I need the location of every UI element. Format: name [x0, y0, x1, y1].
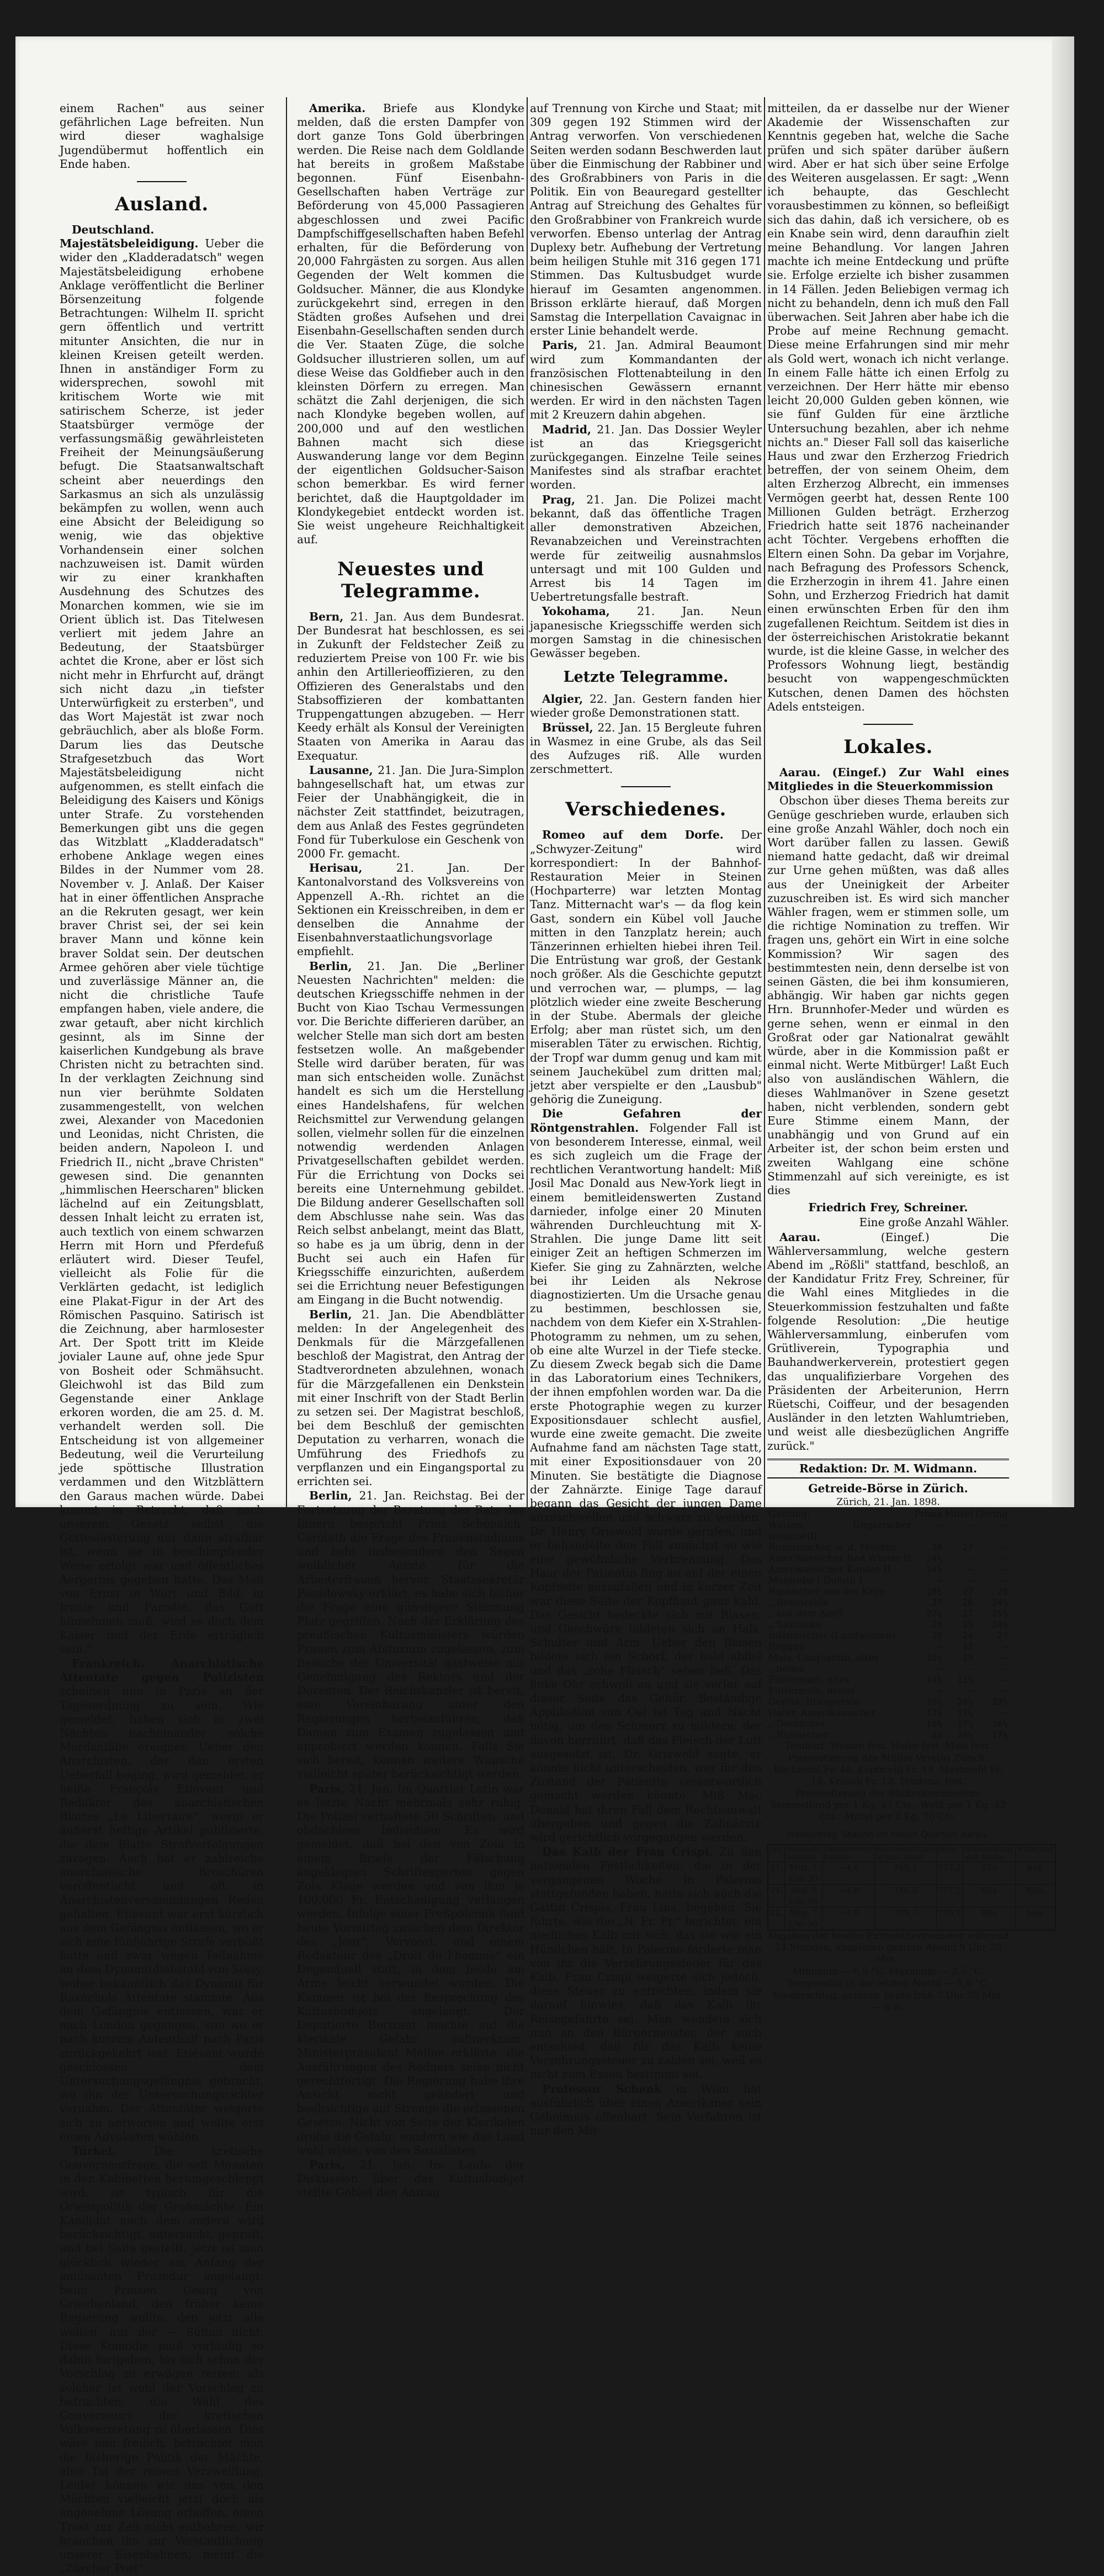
telegram-place: Berlin, — [309, 959, 352, 973]
meteo-note: Minimum — 6,5 °C. Maximum — 2,5 °C. — [792, 1965, 984, 1977]
boerse-cell: — — [1002, 1674, 1008, 1685]
boerse-cell: 17½ — [926, 1708, 942, 1719]
article-continuation: mitteilen, da er dasselbe nur der Wiener Akademie der Wissenschaften zur Kenntnis gegeben hat, welche die Sache prüfen und sich später darüber äußern wird. Aber er hat sich über seine Erfolge des Weiteren ausgelassen. Er sagt: „Wenn ich behaupte, das Geschlecht vorausbestimmen zu können, so befleißigt sich das dahin, daß ich versichere, ob es ein Knabe sein wird, denn daraufhin zielt meine Behandlung. Vor langen Jahren machte ich meine Entdeckung und prüfte sie. Erfolge erzielte ich bisher zusammen in 14 Fällen. Jeden Beliebigen vermag ich nicht zu behandeln, denn ich muß den Fall überwachen. Seit Jahren aber habe ich die Probe auf meine Rechnung gemacht. Diese meine Erfahrungen sind mir mehr als Gold wert, wonach ich nicht verlange. In einem Falle hätte ich einen Erfolg zu verzeichnen. Der Herr hätte mir ebenso leicht 20,000 Gulden geben können, wie sie fünf Gulden für eine ärztliche Untersuchung bezahlen, aber ich nehme nichts an." Dieser Fall soll das kaiserliche Haus und zwar den Erzherzog Friedrich betreffen, der von seinem Oheim, dem alten Erzherzog Albrecht, ein immenses Vermögen geerbt hat, dessen Rente 100 Millionen Gulden beträgt. Erzherzog Friedrich hatte seit 1876 nacheinander acht Töchter. Vergebens erhofften die Eltern einen Sohn. Da gebar im Vorjahre, nach Befragung des Professors Schenck, die Erzherzogin in ihrem 41. Jahre einen Sohn, und Erzherzog Friedrich hat damit einen erwünschten Erben für den ihm zugefallenen Reichtum. Seitdem ist dies in der österreichischen Aristokratie bekannt wurde, ist die kleine Gasse, in welcher des Professors Wohnung liegt, beständig besucht von wappengeschmückten Kutschen, denen Damen des höchsten Adels entsteigen. — [767, 102, 1009, 713]
boerse-cell: „ Deutscher — [768, 1719, 826, 1730]
telegram-place: Paris, — [309, 1782, 345, 1795]
article-text: Zu den nationalen Festlichkeiten, die in der vergangenen Woche in Palermo stattgefunden haben, hatte sich auch die Gattin Crispis, Frau Lina, begeben. Sie führte, wie die „N. Fr. Pr." berichtet, ein niedliches Kalb mit sich, das sie wie ein Hündchen hält. In Palermo forderte man von ihr die Verzehrungssteuer für das Kalb. Frau Crispi weigerte sich jedoch, diese Steuer zu entrichten, indem sie darauf hinwies, daß das Kalb ihr Reisegefährte sei. Man wendete sich nun an den Bürgermeister, der auch entschied, daß für das Kalb keine Verzehrungssteuer zu zahlen sei, weil es nicht zum Essen bestimmt sei. — [530, 1845, 762, 2081]
article-head: Aarau. — [779, 765, 821, 779]
article-head: Türkei. — [72, 2144, 116, 2158]
boerse-cell: — — [1002, 1641, 1008, 1652]
boerse-cell: — — [1002, 1542, 1008, 1553]
meteo-note: Angaben der beiden Extremthermometer während 24 Stunden, abgelesen gestern Abend 9 Uhr 30 Min.: — [767, 1930, 1009, 1965]
telegram-place: Yokohama, — [542, 605, 610, 618]
telegram-place: Madrid, — [542, 422, 591, 436]
boerse-row — [767, 1542, 1009, 1553]
boerse-cell: Mais, Cinquantin, altes — [768, 1652, 879, 1664]
boerse-row — [767, 1730, 1009, 1741]
telegram-madrid — [530, 423, 762, 492]
telegram-algier — [530, 692, 762, 720]
article-text: (Eingef.) Die Wählerversammlung, welche gestern Abend im „Rößli" stattfand, beschloß, an der Kandidatur Fritz Frey, Schreiner, für die Wahl eines Mitgliedes in die Steuerkommission festzuhalten und faßte folgende Resolution: „Die heutige Wählerversammlung, einberufen vom Grütliverein, Typographia und Bauhandwerkerverein, protestiert gegen das unqualifizierbare Vorgehen des Präsidenten der Arbeiterunion, Herrn Rüetschi, Coiffeur, und der besagenden Ausländer in den letzten Wahlumtrieben, und weist alle diesbezüglichen Angriffe zurück." — [767, 1230, 1009, 1453]
boerse-cell: 24½ — [992, 1597, 1008, 1608]
meteo-cell: 776,8 — [936, 1907, 963, 1930]
boerse-cell: Rumänischer, a. d. Moldau — [768, 1542, 896, 1554]
boerse-cell: 14¼ — [926, 1674, 942, 1685]
telegram-berlin — [297, 960, 524, 1307]
meteo-cell: 740,1 — [874, 1862, 936, 1884]
boerse-cell: 24½ — [926, 1564, 942, 1575]
telegram-text: 21. Jan. Aus dem Bundesrat. Der Bundesrat hat beschlossen, es sei in Zukunft der Feldstecher Zeiß zu reduziertem Preise von 100 Fr. wie bis anhin den Artillerieoffizieren, zu den Offizieren des Generalstabs und den Stabsoffizieren der kombattanten Truppengattungen abzugeben. — Herr Keedy erhält als Konsul der Vereinigten Staaten von Amerika in Aarau das Exequatur. — [297, 609, 524, 762]
meteo-cell: Abd. 9 Uhr 90 — [785, 1884, 822, 1907]
meteo-cell: SEs — [963, 1862, 1015, 1884]
meteo-cell: Neb. — [1015, 1884, 1055, 1907]
boerse-cell: 13¼ — [957, 1674, 973, 1685]
meteo-cell: SEs — [963, 1907, 1015, 1930]
boerse-cell: 15 — [962, 1652, 973, 1663]
boerse-date: Zürich, 21. Jan. 1898. — [836, 1497, 940, 1508]
boerse-cell: — — [1002, 1575, 1008, 1586]
telegram-yokohama — [530, 605, 762, 660]
telegram-place: Berlin, — [309, 1489, 352, 1503]
boerse-cell: 20 — [931, 1730, 942, 1741]
boerse-cell: 25 — [997, 1586, 1008, 1597]
meteo-cell: 21. — [768, 1884, 785, 1907]
telegram-place: Paris, — [542, 338, 578, 352]
boerse-cell: 25 — [962, 1619, 973, 1630]
section-title-verschiedenes: Verschiedenes. — [565, 798, 726, 821]
boerse-cell: — — [968, 1685, 973, 1697]
telegram-bern — [297, 610, 524, 763]
boerse-cell: — — [937, 1663, 942, 1674]
boerse-header-row — [767, 1509, 1009, 1520]
telegram-text: 21. Jan. Das Dossier Weyler ist an das Kriegsgericht zurückgegangen. Einzelne Teile seines Manifestes sind als strafbar erachtet worden. — [530, 422, 762, 492]
meteo-col-header: Windrichtung und Stärke — [963, 1844, 1015, 1862]
editor-line: Redaktion: Dr. M. Widmann. — [767, 1459, 1009, 1478]
meteo-col-header: Barometerstand in mm. Absol. — [874, 1844, 936, 1862]
article-head: Amerika. — [309, 102, 366, 115]
telegram-place: Bern, — [309, 609, 344, 623]
boerse-cell: — — [937, 1641, 942, 1652]
boerse-cell: Amerikanischer Red Winter II — [768, 1553, 911, 1565]
column-rule — [764, 97, 765, 1510]
article-head: Das Kalb der Frau Crispi. — [542, 1845, 713, 1859]
boerse-cell: — — [968, 1575, 973, 1586]
boerse-cell: 23½ — [992, 1697, 1008, 1708]
boerse-col-header: Mittel — [944, 1509, 973, 1520]
meteo-cell: —4,0 — [822, 1884, 874, 1907]
boerse-cell: — — [1002, 1564, 1008, 1575]
boerse-row — [767, 1641, 1009, 1652]
article-roentgen — [530, 1107, 762, 1844]
boerse-row — [767, 1520, 1009, 1542]
article-head: Professor Schenk — [542, 2082, 662, 2096]
boerse-cell: — — [968, 1553, 973, 1564]
boerse-cell: 17½ — [992, 1730, 1008, 1741]
boerse-cell: 16½ — [926, 1652, 942, 1663]
boerse-cell: Futtermais, neues — [768, 1685, 855, 1697]
meteo-cell: hell — [1015, 1862, 1055, 1884]
article-turkey — [60, 2144, 264, 2575]
meteo-cell: 777,2 — [936, 1862, 963, 1884]
boerse-cell: 26 — [931, 1619, 942, 1630]
boerse-cell: — — [1002, 1663, 1008, 1674]
article-kalb — [530, 1845, 762, 2081]
meteo-row — [768, 1907, 1055, 1930]
boerse-row — [767, 1719, 1009, 1730]
meteo-col-header: Thermometer Celsius — [822, 1844, 874, 1862]
boerse-cell: „ Saxonska — [768, 1619, 821, 1631]
boerse-cell: — — [1002, 1708, 1008, 1719]
meteo-cell: Mitt. 1 Uhr 30 — [785, 1862, 822, 1884]
meteo-note: Temperatur in der letzten Nacht — 5,8 °C. — [787, 1978, 990, 1989]
boerse-cell: 23 — [997, 1630, 1008, 1641]
local-aarau-1-text: Obschon über dieses Thema bereits zur Genüge geschrieben wurde, erlauben sich eine große Anzahl Wähler, doch noch ein Wort darüber fallen zu lassen. Gewiß niemand hatte gedacht, daß wir dreimal zur Urne gehen müßten, was daß alles aus der Uneinigkeit der Arbeiter zuzuschreiben ist. Es wird sich mancher Wähler fragen, wem er stimmen solle, um die richtige Nomination zu treffen. Wir fragen uns, gehört ein Wirt in eine solche Kommission? Wir sagen des bestimmtesten nein, denn derselbe ist von seinen Gästen, die bei ihm konsumieren, abhängig. Wir haben gar nichts gegen Hrn. Brunnhofer-Meder und würden es gerne sehen, wenn er einmal in den Großrat oder gar Nationalrat gewählt würde, aber in die Kommission paßt er einmal nicht. Werte Mitbürger! Laßt Euch also von ausländischen Wählern, die dieses Wahlmanöver in Szene gesetzt haben, nicht verblenden, sondern gebt Eure Stimme einem Mann, der unabhängig und von Grund auf ein Arbeiter ist, der schon beim ersten und zweiten Wahlgang eine schöne Stimmenzahl auf sich vereinigte, es ist dies — [767, 794, 1009, 1197]
meteo-cell: 21. — [768, 1862, 785, 1884]
boerse-cell: — — [1002, 1652, 1008, 1663]
telegram-lausanne — [297, 764, 524, 861]
boerse-cell: „ Russischer — [768, 1730, 829, 1741]
boerse-col-header: Gering — [975, 1509, 1008, 1520]
boerse-cell: — — [968, 1564, 973, 1575]
signature: Eine große Anzahl Wähler. — [859, 1216, 1009, 1229]
meteo-col-header: Witterung — [1015, 1844, 1055, 1862]
boerse-cell: — — [968, 1520, 973, 1531]
telegram-berlin — [297, 1308, 524, 1489]
boerse-cell: 28½ — [926, 1586, 942, 1597]
telegram-text: 21. Jan. Reichstag. Bei der Fortsetzung der Beratung des Rats des Innern bespricht Prinz Schönaich-Carolath die Frage des Frauenstudiums und hebt insbesondere den Segen weiblicher Aerzte für die Arbeiterfrauen hervor. Staatssekretär Posadowsky erklärt, es habe sich bisher die Frage eine günstigere Stimmung Platz gegriffen. Nach der Erklärung des preußischen Kultusministers würden Frauen zum Abiturium zugelassen, zum Besuche der Universität gastweise mit Genehmigung des Rektors und der Dozenten. Der Reichskanzler ist bereit, eine Vereinbarung unter den Regierungen herbeizuführen, daß Damen zum Examen zugelassen und approbiert werden können. Falls Sie sich bereit, können weitere Wünsche vielleicht später berücksichtigt werden. — [297, 1489, 524, 1781]
boerse-cell: 16½ — [992, 1719, 1008, 1730]
meteo-note: Niederschlag, gemess. heute früh 7 Uhr 30 Min. — n.m. — [772, 1990, 1004, 2013]
boerse-col-header: Gattung: — [768, 1509, 810, 1520]
boerse-preis: Preisnotierung des Müller-Vereins Zürich: Backmehl Fr. 40. Kopfmehl Fr. 19. Mastmehl Fr. 14. Krüsch Fr. 12. Tendenz: fest. — [773, 1753, 1003, 1788]
telegram-place: Paris, — [309, 2158, 345, 2172]
telegram-paris — [297, 2158, 524, 2200]
boerse-cell: — — [1002, 1685, 1008, 1697]
boerse-cell: 27½ — [926, 1608, 942, 1619]
boerse-row — [767, 1619, 1009, 1630]
article-head: Frankreich. — [72, 1656, 145, 1670]
meteo-row — [768, 1884, 1055, 1907]
boerse-row — [767, 1564, 1009, 1575]
boerse-cell: Gerste, Braugerste — [768, 1697, 859, 1708]
article-head: Deutschland. — [72, 223, 155, 237]
local-aarau-1 — [767, 766, 1009, 793]
boerse-row — [767, 1663, 1009, 1674]
candidate-name: Friedrich Frey, Schreiner. — [808, 1201, 968, 1215]
boerse-cell: 17½ — [957, 1719, 973, 1730]
telegram-text: 21. Jan. Die Jura-Simplon bahngesellschaft hat, um etwas zur Feier der Unabhängigkeit, die in nächster Zeit stattfindet, beizutragen, dem aus Anlaß des Festes gegründeten Fond für Tuberkulose ein Geschenk von 2000 Fr. gemacht. — [297, 763, 524, 860]
telegram-place: Prag, — [542, 492, 576, 506]
column-2 — [297, 102, 524, 2201]
boerse-cell: Hafer, Amerikanischer — [768, 1708, 876, 1719]
telegram-herisau — [297, 861, 524, 958]
telegram-text: 21. Jan. Die Polizei macht bekannt, daß das öffentliche Tragen aller demonstrativen Abzeichen, Revanabzeichen und Vereinstrachten werde für zeitweilig ausnahmslos untersagt und mit 100 Gulden und Arrest bis 14 Tagen im Uebertretungsfalle bestraft. — [530, 492, 762, 604]
boerse-row — [767, 1586, 1009, 1597]
boerse-cell: 27 — [962, 1542, 973, 1553]
boerse-preis: Preisnotierung der Bäckerkommission: Semmelbrod per 1 Kg. 47 Cts., Weiß per 1 Kg. 42 Cts., Mittel per 2 Kg. 70 Cts. — [770, 1788, 1006, 1823]
meteo-body — [768, 1862, 1055, 1930]
boerse-row — [767, 1553, 1009, 1564]
meteo-cell: 739,7 — [874, 1907, 936, 1930]
divider — [863, 724, 913, 725]
article-subhead: Anarchistische Attentate gegen Polizisten — [60, 1656, 264, 1684]
boerse-cell: — — [937, 1575, 942, 1586]
telegram-text: 22. Jan. 15 Bergleute fuhren in Wasmez in eine Grube, als das Seil des Aufzuges riß. Alle wurden zerschmettert. — [530, 720, 762, 776]
boerse-row — [767, 1575, 1009, 1586]
boerse-row — [767, 1608, 1009, 1619]
boerse-cell: 24½ — [957, 1697, 973, 1708]
divider — [621, 786, 671, 787]
boerse-row — [767, 1708, 1009, 1719]
boerse-cell: 24½ — [926, 1553, 942, 1564]
meteo-col-header: Jan. — [768, 1844, 785, 1862]
article-head: Romeo auf dem Dorfe. — [542, 828, 724, 842]
meteo-cell: SEs — [963, 1884, 1015, 1907]
boerse-cell: 25½ — [992, 1608, 1008, 1619]
article-text: Der „Schwyzer-Zeitung" wird korrespondiert: In der Bahnhof-Restauration Meier in Steinen (Hochparterre) war letzten Montag Tanz. Mitternacht war's — da flog kein Gast, sondern ein Kübel voll Jauche mitten in den Tanzplatz herein; auch Tänzerinnen erhielten hiebei ihren Teil. Die Entrüstung war groß, der Gestank noch größer. Als die Geschichte geputzt und verrochen war, — plumps, — lag plötzlich wieder eine zweite Bescherung in der Stube. Abermals der gleiche Erfolg; aber man rüstet sich, um den miserablen Täter zu erwischen. Richtig, der Tropf war dumm genug und kam mit seinem Jauchekübel zum dritten mal; jetzt aber verspielte er den „Lausbub" gehörig die Zuneigung. — [530, 828, 762, 1106]
boerse-cell: — — [1002, 1520, 1008, 1531]
telegram-text: 21. Jan. Admiral Beaumont wird zum Kommandanten der französischen Flottenabteilung in den chinesischen Gewässern ernannt werden. Er wird in den nächsten Tagen mit 2 Kreuzern dahin abgehen. — [530, 338, 762, 422]
article-text: in Wien hat ausführlich über einen Amerikaner sein Geheimnis offenbart. Sein Verfahren ist nur den Mit- — [530, 2082, 762, 2138]
article-germany — [60, 223, 264, 1656]
boerse-cell: Amerikanischer Kansas II — [768, 1564, 891, 1576]
boerse-cell: 24½ — [992, 1619, 1008, 1630]
column-3 — [530, 102, 762, 2138]
telegram-text: 21. Jan. Die „Berliner Neuesten Nachrichten" melden: die deutschen Kriegsschiffe nehmen in der Bucht von Kiao Tschau Vermessungen vor. Die Berichte differieren darüber, an welcher Stelle man sich dort am besten festsetzen wolle. An maßgebender Stelle wird darüber beraten, für was man sich entscheiden wolle. Zunächst handelt es sich um die Herstellung eines Handelshafens, für welchen Reichsmittel zur Verwendung gelangen sollen, vielmehr sollen für die einzelnen notwendig werdenden Anlagen Privatgesellschaften gebildet werden. Für die Errichtung von Docks sei bereits eine Unternehmung gebildet. Die Bildung anderer Gesellschaften soll dem Abschlusse nahe sein. Was das Reich selbst anbelangt, meint das Blatt, so habe es ja um übrig, denn in der Bucht sei auch ein Hafen für Kriegsschiffe einzurichten, außerdem sei die Errichtung neuer Befestigungen am Eingang in die Bucht notwendig. — [297, 959, 524, 1307]
article-france — [60, 1657, 264, 2144]
telegram-place: Berlin, — [309, 1307, 352, 1321]
telegram-place: Herisau, — [309, 861, 363, 875]
meteo-cell: 740,5 — [874, 1884, 936, 1907]
article-text: Ueber die wider den „Kladderadatsch" wegen Majestätsbeleidigung erhobene Anklage veröffentlicht die Berliner Börsenzeitung folgende Betrachtungen: Wilhelm II. spricht gern öffentlich und vertritt mitunter Ansichten, die nur in kleinen Kreisen geteilt werden. Ihnen in anständiger Form zu widersprechen, sowohl mit kritischem Worte wie mit satirischem Scherze, ist jeder Staatsbürger vermöge der verfassungsmäßig gewährleisteten Freiheit der Meinungsäußerung befugt. Die Staatsanwaltschaft scheint aber neuerdings den Sarkasmus an sich als unzulässig bekämpfen zu wollen, wenn auch eine Absicht der Beleidigung so wenig, wie das objektive Vorhandensein einer solchen nachzuweisen ist. Damit würden wir zu einer krankhaften Ausdehnung des Schutzes des Monarchen kommen, wie sie im Orient üblich ist. Das Titelwesen verliert mit jedem Jahre an Bedeutung, der Staatsbürger achtet die Krone, aber er löst sich nicht mehr in Ehrfurcht auf, drängt sich nicht dazu „in tiefster Unterwürfigkeit zu ersterben", und das Wort Majestät ist zwar noch gebräuchlich, aber als bloße Form. Darum lies das Deutsche Strafgesetzbuch das Wort Majestätsbeleidigung nicht aufgenommen, es stellt einfach die Beleidigung des Kaisers und Königs unter Strafe. Zu vorstehenden Bemerkungen gibt uns die gegen das Witzblatt „Kladderadatsch" erhobene Anklage wegen eines Bildes in der Nummer vom 28. November v. J. Anlaß. Der Kaiser hat in einer öffentlichen Ansprache an die Rekruten gesagt, wer kein braver Christ sei, der sei kein braver Mann und könne kein braver Soldat sein. Der deutschen Armee gehören aber viele tüchtige und zuverlässige Männer an, die nicht die christliche Taufe empfangen haben, viele andere, die zwar getauft, aber nicht kirchlich gesinnt, als im Sinne der kaiserlichen Kundgebung als brave Christen nicht zu betrachten sind. In der verklagten Zeichnung sind nun vier berühmte Soldaten zusammengestellt, von welchen zwei, Alexander von Macedonien und Leonidas, nicht Christen, die beiden andern, Napoleon I. und Friedrich II., nicht „brave Christen" gewesen sind. Die genannten „himmlischen Heerscharen" blicken lächelnd auf ein Zeitungsblatt, dessen Inhalt leicht zu erraten ist, auch textlich von einem schwarzen Herrn mit Horn und Pferdefuß erläutert wird. Dieser Teufel, vielleicht als Folie für die Verklärten gedacht, ist lediglich eine Plakat-Figur in der Art des Römischen Pasquino. Satirisch ist die Zeichnung, aber harmlosester Art. Der Spott tritt im Kleide jovialer Laune auf, ohne jede Spur von Bosheit oder Schmähsucht. Gleichwohl ist das Bild zum Gegenstande einer Anklage erkoren worden, die am 25. d. M. verhandelt werden soll. Die Entscheidung ist von allgemeiner Bedeutung, weil die Verurteilung jede spöttische Illustration verdammen und den Witzblättern den Garaus machen würde. Dabei kommt in Betracht, daß nach unserem Gesetz selbst die Gotteslästerung nur dann strafbar ist, wenn sie in beschimpfender Weise erfolgt war und öffentliches Aergernis gegeben hatte. Das Maß von Ernst in Wort und Bild, in Ironie und Parodie, das Gott hinnehmen muß, wird es doch dem Kaiser und der Erde erträglich sein." — [60, 237, 264, 1656]
article-head: Aarau. — [779, 1230, 821, 1244]
meteo-cell: 777,5 — [936, 1884, 963, 1907]
telegram-text: 21. Jan. Der Kantonalvorstand des Volksvereins von Appenzell A.-Rh. richtet an die Sektionen ein Kreisschreiben, in dem er denselben die Annahme der Eisenbahnverstaatlichungsvorlage empfiehlt. — [297, 861, 524, 958]
divider — [137, 181, 187, 182]
telegram-paris — [297, 1782, 524, 2158]
boerse-cell: 27 — [962, 1608, 973, 1619]
telegram-continuation: auf Trennung von Kirche und Staat; mit 309 gegen 192 Stimmen wird der Antrag verworfen. Von verschiedenen Seiten werden sodann Beschwerden laut über die Einmischung der Rabbiner und des Großrabbiners von Paris in die Politik. Ein von Beauregard gestellter Antrag auf Streichung des Gehaltes für den Großrabbiner von Frankreich wurde verworfen. Ebenso unterlag der Antrag Duplexy betr. Aufhebung der Vertretung beim heiligen Stuhle mit 316 gegen 171 Stimmen. Das Kultusbudget wurde hierauf im Gesamten angenommen. Brisson erklärte hierauf, daß Morgen Samstag die Interpellation Cavaignac in erster Linie behandelt werde. — [530, 102, 762, 338]
section-title-ausland: Ausland. — [115, 193, 209, 216]
telegram-text: 21. Jan. Die Abendblätter melden: In der Angelegenheit des Denkmals für die Märzgefallenen beschloß der Magistrat, den Antrag der Stadtverordneten abzulehnen, wonach für die Märzgefallenen ein Denkstein mit einer Inschrift von der Stadt Berlin zu setzen sei. Der Magistrat beschloß, bei dem Beschluß der gemischten Deputation zu verharren, wonach die Umführung des Friedhofs zu verpflanzen und ein Eingangsportal zu errichten sei. — [297, 1307, 524, 1488]
boerse-cell: Russischer aus der Krim — [768, 1586, 885, 1598]
boerse-cell: „ Bessarabia — [768, 1597, 829, 1609]
meteo-cell: —4,0 — [822, 1862, 874, 1884]
boerse-cell: — — [937, 1685, 942, 1697]
intro-text: einem Rachen" aus seiner gefährlichen Lage befreiten. Nun wird dieser waghalsige Jugendübermut hoffentlich ein Ende haben. — [60, 102, 264, 171]
section-title-lokales: Lokales. — [843, 735, 933, 758]
column-rule — [527, 97, 528, 1510]
article-romeo — [530, 828, 762, 1106]
boerse-table — [767, 1509, 1009, 1741]
meteo-col-header: Redu. — [936, 1844, 963, 1862]
telegram-berlin — [297, 1489, 524, 1781]
boerse-row — [767, 1685, 1009, 1697]
boerse-cell: 27 — [962, 1586, 973, 1597]
section-title-letzte-telegramme: Letzte Telegramme. — [563, 669, 729, 686]
meteo-table — [767, 1844, 1056, 1931]
meteo-title: Meteorolog. Station im neuen Quartier Aarau. — [787, 1829, 990, 1840]
boerse-title: Getreide-Börse in Zürich. — [808, 1482, 968, 1496]
meteo-row — [768, 1862, 1055, 1884]
boerse-row — [767, 1697, 1009, 1708]
meteo-col-header: Beobacht ungszeit — [785, 1844, 822, 1862]
article-text: Folgender Fall ist von besonderem Interesse, einmal, weil es sich zugleich um die Frage der rechtlichen Verantwortung handelt: Miß Josil Mac Donald aus New-York liegt in einem bemitleidenswerten Zustand darnieder, infolge einer 20 Minuten währenden Durchleuchtung mit X-Strahlen. Die junge Dame litt seit einiger Zeit an heftigen Schmerzen im Kiefer. Sie ging zu Zahnärzten, welche bei ihr Leiden als Nekrose diagnostizierten. Um die Ursache genau zu bestimmen, beschlossen sie, nachdem von dem Kiefer ein X-Strahlen-Photogramm zu nehmen, um zu sehen, ob eine alte Wurzel in der Tiefe stecke. Zu diesem Zweck begab sich die Dame in das Laboratorium eines Technikers, der ihnen empfohlen worden war. Da die erste Photographie wegen zu kurzer Expositionsdauer schlecht ausfiel, wurde eine zweite gemacht. Die zweite Aufnahme fand am nächsten Tage statt, mit einer Expositionsdauer von 20 Minuten. Sie bestätigte die Diagnose der Zahnärzte. Einige Tage darauf begann das Gesicht der jungen Dame anzuschwellen und schwarz zu werden. Dr. Henry Griswold wurde gerufen, und er behandelte den Fall zunächst so wie eine gewöhnliche Verbrennung. Das Haar der Patientin fing an auf der einen Kopfseite auszufallen und in kurzer Zeit war diese Seite der Kopfhaut ganz kahl. Das Gesicht bedeckte sich mit Blasen, und Geschwüre bildeten sich an Hals, Schulter und Arm. Ueber den Blasen bildete sich ein Schorf, der bald abfiel und das „rohe Fleisch" sehen ließ. Das linke Ohr schwoll an und sie verlor auf dieser Seite das Gehör. Beständige Applikation von Oel ist Tag und Nacht nötig, um den Schmerz zu mildern, der davon herrührt, daß das Fleisch der Luft ausgesetzt ist. Dr. Griswold sagte, er könnte nicht unterscheiden, wer für den Zustand der Patientin verantwortlich gemacht werden könnte. Miß Mac Donald hat ihren Fall dem Rechtsanwalt übergeben und gegen die Zahnärzte wird gerichtlich vorgegangen werden. — [530, 1121, 762, 1844]
boerse-cell: Roggen — [768, 1641, 805, 1653]
column-1 — [60, 102, 264, 2576]
boerse-col-header: Prima — [914, 1509, 942, 1520]
boerse-row — [767, 1597, 1009, 1608]
telegram-text: 21. Jan. Im Quartier Latin war es letzte Nacht mehrmals sehr ruhig. Die Polizei verhaftete 50 Schriften- und obdachlose Individuen. Es wird gemeldet, daß bei den von Zola in einem Briefe der Fälschung angeklagten Schriftexperten gegen Zola Klage werden und von ihm je 100,000 Fr. Entschädigung verlangen werden. Infolge einer Preßpolemik fand heute Vormittag zwischen dem Direktor des „Jour", Vervoort, und einem Redakteur des „Droit de l'homme" ein Degenduell statt, in dem beide am Arme leicht verwundet wurden. Die Kammer ist bei der Besprechung des Kultusbudgets angelangt. Der Deputierte Bertrant machte auf die klerikale Gefahr aufmerksam. Ministerpräsident Méline erklärte, die Ausführungen des Redners seien nicht gerechtfertigt. Die Regierung habe ihre Ansicht nicht geändert und beabsichtige auf Strenge die erlassenen Gesetze. Nicht von Seite der Klerikalen drohe die Gefahr, sondern wie das Land wohl wisse, von den Sozialisten. — [297, 1782, 525, 2157]
boerse-cell: 18½ — [957, 1730, 973, 1741]
boerse-cell: — — [968, 1663, 973, 1674]
boerse-cell: 26 — [962, 1597, 973, 1608]
boerse-cell: 24 — [962, 1630, 973, 1641]
boerse-cell: „ aus dem Azoff — [768, 1608, 843, 1620]
article-lead: (Eingef.) Zur Wahl eines Mitgliedes in die Steuerkommission — [767, 765, 1009, 793]
article-text: Briefe aus Klondyke melden, daß die ersten Dampfer von dort ganze Tons Gold überbringen werden. Die Reise nach dem Goldlande hat bereits in großem Maßstabe begonnen. Fünf Eisenbahn-Gesellschaften haben Verträge zur Beförderung von 45,000 Passagieren abgeschlossen und zwei Pacific Dampfschiffgesellschaften haben Befehl erhalten, für die Beförderung von 20,000 Fahrgästen zu sorgen. Aus allen Gegenden der Welt kommen die Goldsucher. Männer, die aus Klondyke zurückgekehrt sind, erregen in den Städten großes Aufsehen und drei Eisenbahn-Gesellschaften senden durch die Ver. Staaten Züge, die solche Goldsucher illustrieren sollen, um auf diese Weise das Goldfieber auch in den kleinsten Dörfern zu erregen. Man schätzt die Zahl derjenigen, die sich nach Klondyke begeben wollen, auf 200,000 und auf den westlichen Bahnen macht sich diese Auswanderung lange vor dem Beginn der eigentlichen Goldsucher-Saison schon bemerkbar. Es wird ferner berichtet, daß die Hauptgoldader im Klondykegebiet entdeckt worden ist. Sie weist ungeheure Reichhaltigkeit auf. — [297, 102, 524, 547]
boerse-cell: — — [937, 1520, 942, 1531]
article-amerika — [297, 102, 524, 547]
boerse-cell: 17¼ — [957, 1708, 973, 1719]
meteo-cell: bed. — [1015, 1907, 1055, 1930]
article-text: scheinen nun in Paris an der Tagesordnung zu sein. Wie gemeldet, haben sich in zwei Nächten nacheinander solche Mordanfälle ereignet. Ueber den Anarchisten, der den ersten Ueberfall beging, wird gemeldet, er heiße François Etiévant und Redaktor des anarchistischen Blattes „Le Libertaire", worin er äußerst heftige Artikel publizierte, die dem Blatte Strafverfolgungen zuzogen. Auch hat er zahlreiche anarchistische Broschüren veröffentlicht und oft in Anarchistenversammlungen Reden gehalten. Etiévant war erst kürzlich aus dem Gefängnis entlassen, wo er sich eine fünfjährige Strafe verbüßt hatte und zwar wegen Teilnahme an dem Dynamitdiebstahl von Soisy, woher bekanntlich das Dynamit für Ravachols Attentate stammte. Aus dem Gefängnis entlassen, war er nach London gegangen, von wo er nach kurzem Aufenthalt nach Paris zurückgekehrt war. Etiévant wurde geschlossen dem Untersuchungsgefängnis gebracht, wo ihn der Untersuchungsrichter vernahm. Der Attentäter weigerte sich zu antworten und wollte erst einen Advokaten wählen. — [60, 1684, 264, 2143]
boerse-cell: „ neues — [768, 1663, 804, 1675]
column-rule — [286, 97, 287, 1510]
boerse-cell: 28 — [931, 1542, 942, 1553]
meteo-header-row — [768, 1844, 1055, 1862]
boerse-cell: 17 — [962, 1641, 973, 1652]
boerse-cell: — — [1002, 1553, 1008, 1564]
boerse-cell: Manitoba I Duluth I — [768, 1575, 863, 1587]
boerse-tendenz: Tendenz: Weizen fest. Hafer fest. Mais fest. — [784, 1741, 992, 1752]
boerse-cell: 25 — [931, 1630, 942, 1641]
telegram-text: 21. Jan. Neun japanesische Kriegsschiffe werden sich morgen Samstag in die chinesischen Gewässer begeben. — [530, 605, 762, 660]
article-schenk — [530, 2082, 762, 2138]
article-text: Die kretische Gouverneurfrage, die seit Monaten in den Kabinetten herumgeschleppt wird, ist typisch für die Orientpolitik der Großmächte. Ein Kandidat nach dem andern wird berücksichtigt, untersucht, geprüft, und bei Seite gestellt; jetzt ist man glücklich wieder am Anfang der amüsanten Prozedur angelangt; beim Prinzen Georg von Griechenland, den früher keine Regierung wollte, den jetzt alle wollen, nur der — Sultan nicht. Diese Komödie muß vorläufig so dahin fortgehen, bis sich schon der Vorschlag zu erwägen reizen; als solcher ist wohl der Vorschlag zu betrachten, die Wahl des Gouverneurs der kretischen Volksvertretung zu überlassen. Dies wäre nun freilich, betrachtet man die bisherige Politik der Mächte, eine Tat der reinen Verzweiflung. Leider können wir uns von den Mächten vielleicht jetzt doch als angenehme Lösung erhoffen, einen Trost zur Zeit nicht entbehren, wir brauchen ihn zur Verstaatlichung unserer Eisenbahnen, meint die „Zürcher Post". — [60, 2144, 264, 2575]
meteo-cell: Mrg. 7 Uhr 90 — [785, 1907, 822, 1930]
telegram-text: 21. Jan. Im Laufe der Diskussion über das Kultusbudget stellte Goblet den Antrag — [297, 2158, 524, 2199]
telegram-prag — [530, 493, 762, 605]
meteo-cell: —4,0 — [822, 1907, 874, 1930]
meteo-cell: 22. — [768, 1907, 785, 1930]
page-edge — [1052, 36, 1074, 1507]
boerse-row — [767, 1674, 1009, 1685]
telegram-place: Algier, — [542, 692, 583, 706]
telegram-text: 22. Jan. Gestern fanden hier wieder große Demonstrationen statt. — [530, 692, 762, 720]
telegram-paris — [530, 338, 762, 422]
boerse-cell: Inländischer (Landweizen) — [768, 1630, 895, 1642]
telegram-place: Lausanne, — [309, 763, 373, 777]
boerse-cell: 18½ — [926, 1719, 942, 1730]
boerse-row — [767, 1652, 1009, 1663]
local-aarau-2 — [767, 1231, 1009, 1453]
boerse-body — [767, 1520, 1009, 1741]
section-title-neuestes: Neuestes und Telegramme. — [337, 558, 484, 602]
telegram-bruessel — [530, 721, 762, 777]
article-subhead: Majestätsbeleidigung. — [60, 237, 199, 251]
boerse-cell: 26½ — [926, 1697, 942, 1708]
article-head: Die Gefahren der Röntgenstrahlen. — [530, 1107, 762, 1135]
boerse-row — [767, 1630, 1009, 1641]
boerse-cell: Waizen, Ungarischer (nominell) — [768, 1520, 912, 1543]
boerse-cell: Futtermais, altes — [768, 1674, 850, 1686]
boerse-cell: 27 — [931, 1597, 942, 1608]
newspaper-page — [15, 36, 1074, 2575]
column-4 — [767, 102, 1054, 2014]
telegram-place: Brüssel, — [542, 720, 593, 734]
